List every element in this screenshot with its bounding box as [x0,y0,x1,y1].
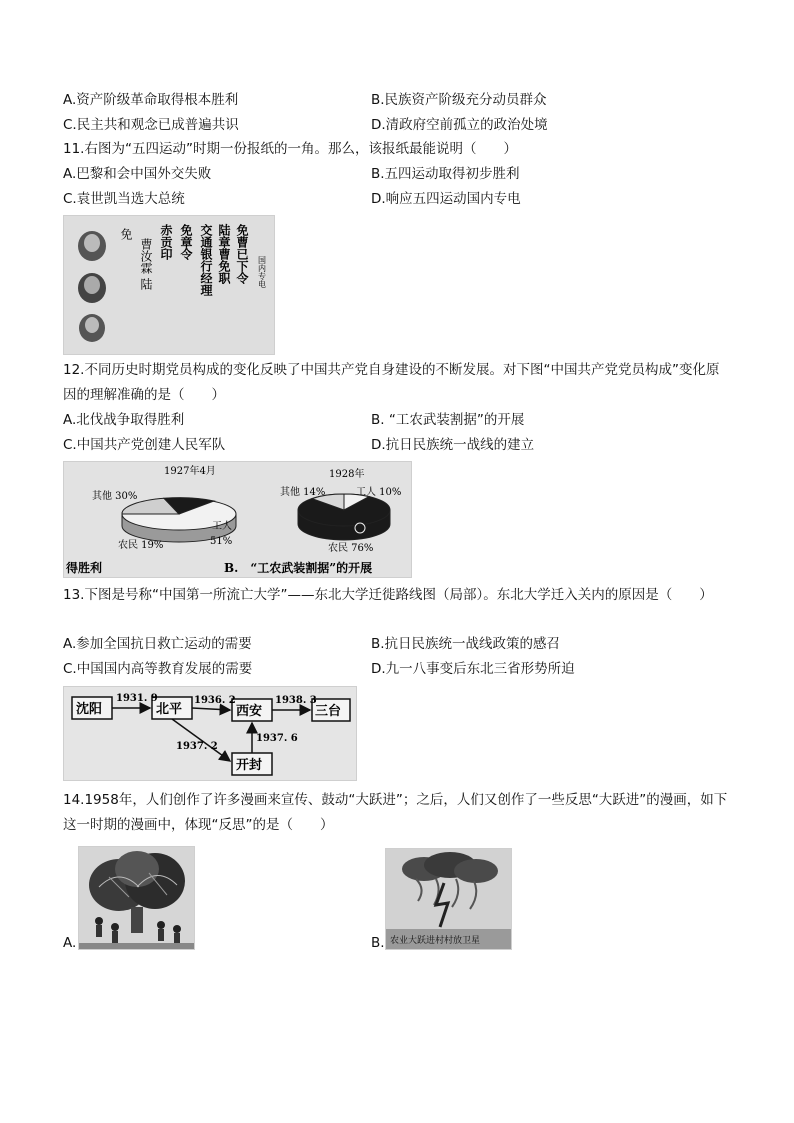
pie1927-farmer-label: 农民 19% [118,540,164,551]
date-1931-9: 1931. 9 [116,693,158,704]
q13-option-a: A.参加全国抗日救亡运动的需要 [63,636,252,652]
party-composition-svg [64,462,411,577]
cartoon-a-figure [78,846,195,950]
city-xian: 西安 [236,704,263,719]
q12-option-d: D.抗日民族统一战线的建立 [371,437,535,453]
news-col-2: 陆章曹免职 [217,224,231,284]
q10-option-d: D.清政府空前孤立的政治处境 [371,117,548,133]
date-1937-2: 1937. 2 [176,741,218,752]
party-composition-figure [63,461,412,578]
q12-option-b: B. “工农武装割据”的开展 [371,412,525,428]
date-1936-2: 1936. 2 [194,695,236,706]
portrait-2 [78,273,106,303]
q11-option-a: A.巴黎和会中国外交失败 [63,166,212,182]
city-beiping: 北平 [156,702,183,717]
q12-stem: 12.不同历史时期党员构成的变化反映了中国共产党自身建设的不断发展。对下图“中国共产党党员构成”变化原因的理解准确的是（ ） [63,362,720,403]
date-1938-3: 1938. 3 [275,695,317,706]
pie1928-worker-label: 工人 10% [356,487,402,498]
figure-strip-right: B. “工农武装割据”的开展 [224,561,373,575]
pie1928 [298,494,390,540]
q13-stem: 13.下图是号称“中国第一所流亡大学”——东北大学迁徙路线图（局部）。东北大学迁入关内的原因是（ ） [63,587,713,603]
pie1928-other-label: 其他 14% [280,487,326,498]
pie1927-title: 1927年4月 [164,466,216,477]
q13-option-c: C.中国国内高等教育发展的需要 [63,661,253,677]
q10-option-a: A.资产阶级革命取得根本胜利 [63,92,239,108]
q11-stem: 11.右图为“五四运动”时期一份报纸的一角。那么，该报纸最能说明（ ） [63,141,517,157]
cartoon-a-svg [79,847,194,949]
migration-route-svg [64,687,356,780]
q11-option-b: B.五四运动取得初步胜利 [371,166,520,182]
q13-option-b: B.抗日民族统一战线政策的感召 [371,636,561,652]
news-col-4: 免章令 [179,224,193,260]
q12-option-c: C.中国共产党创建人民军队 [63,437,226,453]
q11-option-d: D.响应五四运动国内专电 [371,191,521,207]
q14-option-b: B. [371,935,385,951]
q10-option-b: B.民族资产阶级充分动员群众 [371,92,547,108]
cartoon-b-figure [385,848,512,950]
q12-option-a: A.北伐战争取得胜利 [63,412,185,428]
newspaper-figure [63,215,275,355]
news-col-7: 免 [119,228,133,240]
portrait-3 [79,314,105,342]
city-santai: 三台 [315,704,342,719]
city-shenyang: 沈阳 [76,702,103,717]
newspaper-svg [64,216,274,354]
pie1927-other-label: 其他 30% [92,491,138,502]
date-1937-6: 1937. 6 [256,733,298,744]
pie1927-worker-value: 51% [210,536,233,547]
news-header: 国内专电 [257,256,267,288]
pie1927-worker-label: 工人 [212,521,232,532]
pie1928-title: 1928年 [329,469,365,480]
pie1928-farmer-label: 农民 76% [328,543,374,554]
migration-route-figure [63,686,357,781]
q11-option-c: C.袁世凯当选大总统 [63,191,185,207]
cartoon-b-caption: 农业大跃进村村放卫星 [390,936,481,946]
q14-option-a: A. [63,935,77,951]
figure-strip-left: 得胜利 [66,561,103,575]
city-kaifeng: 开封 [236,758,263,773]
q14-stem: 14.1958年，人们创作了许多漫画来宣传、鼓动“大跃进”；之后，人们又创作了一些反思“大跃进”的漫画，如下这一时期的漫画中，体现“反思”的是（ ） [63,792,728,833]
news-col-6: 曹汝霖 陆 [139,238,153,290]
q13-option-d: D.九一八事变后东北三省形势所迫 [371,661,575,677]
cartoon-b-svg [386,849,511,949]
news-col-5: 赤贡印 [159,224,173,260]
news-col-3: 交通银行经理 [199,224,213,296]
q10-option-c: C.民主共和观念已成普遍共识 [63,117,239,133]
portrait-1 [78,231,106,261]
news-col-1: 免曹已下令 [235,224,249,284]
